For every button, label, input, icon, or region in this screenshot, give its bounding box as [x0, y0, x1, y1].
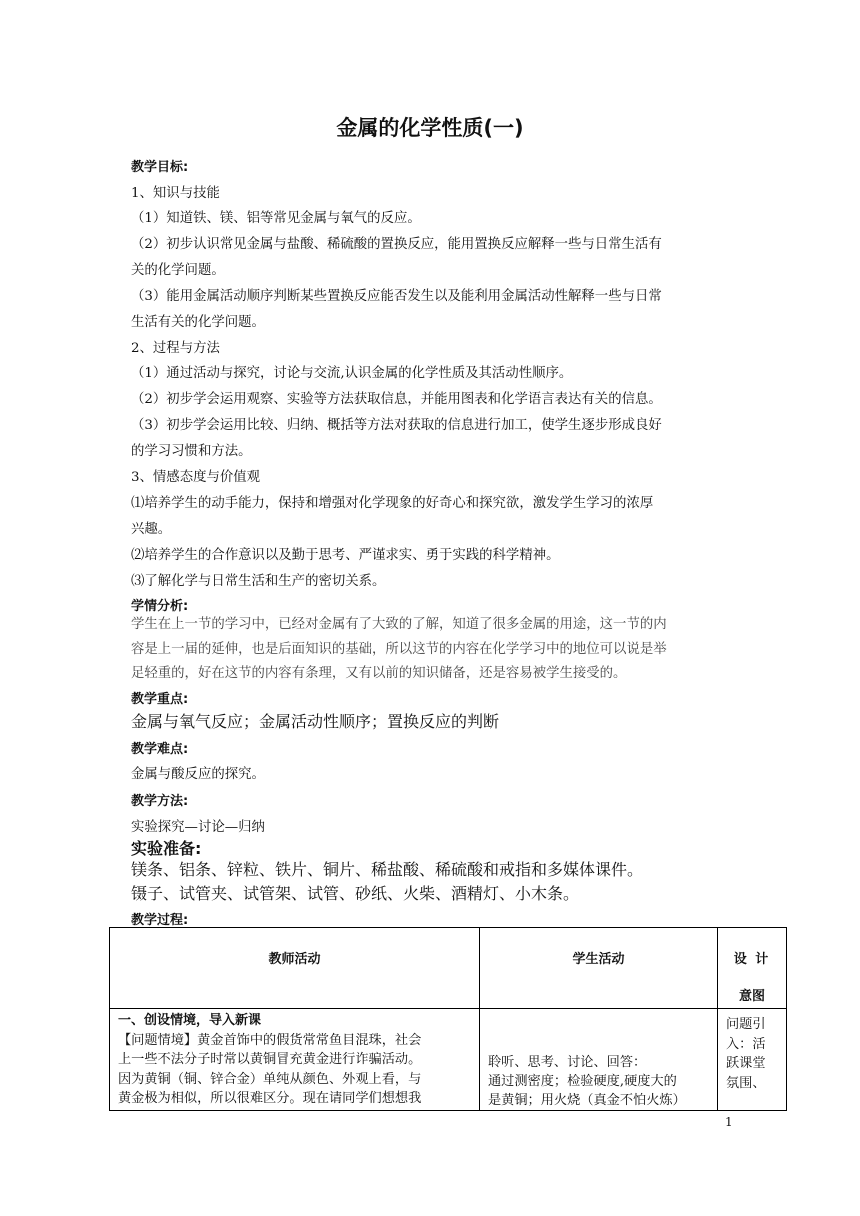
preparation-heading: 实验准备:: [131, 839, 202, 858]
design-intent-header: [718, 928, 787, 1009]
page-number: 1: [725, 1115, 733, 1129]
process-heading: 教学过程:: [131, 913, 189, 928]
difficulty-heading: 教学难点:: [131, 742, 189, 757]
teacher-activity-label: 教师活动: [268, 952, 321, 967]
design-line: 跃课堂: [726, 1056, 766, 1071]
analysis-line: 足轻重的，好在这节的内容有条理，又有以前的知识储备，还是容易被学生接受的。: [131, 666, 627, 681]
design-intent-label-2: 意图: [738, 989, 765, 1004]
objective-line: ⑵培养学生的合作意识以及勤于思考、严谨求实、勇于实践的科学精神。: [131, 548, 560, 563]
objective-line: 生活有关的化学问题。: [131, 315, 265, 330]
objective-line: ⑶了解化学与日常生活和生产的密切关系。: [131, 574, 386, 589]
teacher-line: 黄金极为相似，所以很难区分。现在请同学们想想我: [118, 1091, 422, 1106]
objective-line: 3、情感态度与价值观: [131, 470, 261, 485]
table-header-row: [110, 928, 787, 1009]
method-heading: 教学方法:: [131, 794, 189, 809]
objective-line: （3）初步学会运用比较、归纳、概括等方法对获取的信息进行加工，使学生逐步形成良好: [131, 418, 662, 433]
design-line: 氛围、: [726, 1075, 766, 1091]
objective-line: （2）初步认识常见金属与盐酸、稀硫酸的置换反应，能用置换反应解释一些与日常生活有: [131, 237, 662, 252]
objective-line: 兴趣。: [131, 522, 172, 537]
objective-line: （2）初步学会运用观察、实验等方法获取信息，并能用图表和化学语言表达有关的信息。: [131, 392, 662, 407]
method-text: 实验探究—讨论—归纳: [131, 820, 265, 835]
objective-line: 1、知识与技能: [131, 186, 220, 201]
student-line: 通过测密度；检验硬度,硬度大的: [488, 1074, 677, 1089]
preparation-line: 镊子、试管夹、试管架、试管、砂纸、火柴、酒精灯、小木条。: [131, 884, 580, 903]
objectives-heading: 教学目标:: [131, 160, 189, 175]
design-intent-cell: [718, 1009, 787, 1111]
design-intent-label-1: 设 计: [733, 952, 771, 967]
design-line: 问题引: [726, 1017, 766, 1032]
analysis-line: 学生在上一节的学习中，已经对金属有了大致的了解，知道了很多金属的用途，这一节的内: [131, 617, 667, 632]
difficulty-text: 金属与酸反应的探究。: [131, 767, 265, 782]
analysis-line: 容是上一届的延伸，也是后面知识的基础，所以这节的内容在化学学习中的地位可以说是举: [131, 642, 667, 657]
student-activity-label: 学生活动: [572, 952, 625, 967]
analysis-heading: 学情分析:: [131, 599, 189, 614]
page-title: 金属的化学性质(一): [336, 116, 524, 140]
teacher-activity-cell: [110, 1009, 480, 1111]
objective-line: ⑴培养学生的动手能力，保持和增强对化学现象的好奇心和探究欲，激发学生学习的浓厚: [131, 496, 654, 511]
objective-line: 关的化学问题。: [131, 263, 225, 278]
objective-line: 2、过程与方法: [131, 341, 220, 356]
process-table: [109, 927, 787, 1111]
student-activity-header: [480, 928, 718, 1009]
design-line: 入：活: [726, 1036, 766, 1052]
teacher-activity-header: [110, 928, 480, 1009]
objective-line: （1）通过活动与探究，讨论与交流,认识金属的化学性质及其活动性顺序。: [131, 366, 573, 381]
table-row: [110, 1009, 787, 1111]
objective-line: （1）知道铁、镁、铝等常见金属与氧气的反应。: [131, 211, 421, 226]
preparation-line: 镁条、铝条、锌粒、铁片、铜片、稀盐酸、稀硫酸和戒指和多媒体课件。: [131, 860, 644, 879]
key-points-heading: 教学重点:: [131, 692, 189, 707]
student-line: 是黄铜；用火烧（真金不怕火炼）: [488, 1093, 686, 1108]
objective-line: 的学习习惯和方法。: [131, 444, 252, 459]
student-line: 聆听、思考、讨论、回答：: [488, 1055, 647, 1070]
student-activity-cell: [480, 1009, 718, 1111]
teacher-line: 一、创设情境，导入新课: [118, 1013, 262, 1028]
teacher-line: 【问题情境】黄金首饰中的假货常常鱼目混珠，社会: [118, 1032, 422, 1048]
objective-line: （3）能用金属活动顺序判断某些置换反应能否发生以及能利用金属活动性解释一些与日常: [131, 289, 662, 304]
teacher-line: 上一些不法分子时常以黄铜冒充黄金进行诈骗活动。: [118, 1052, 422, 1067]
teacher-line: 因为黄铜（铜、锌合金）单纯从颜色、外观上看，与: [118, 1071, 422, 1087]
key-points-text: 金属与氧气反应；金属活动性顺序；置换反应的判断: [131, 712, 500, 731]
